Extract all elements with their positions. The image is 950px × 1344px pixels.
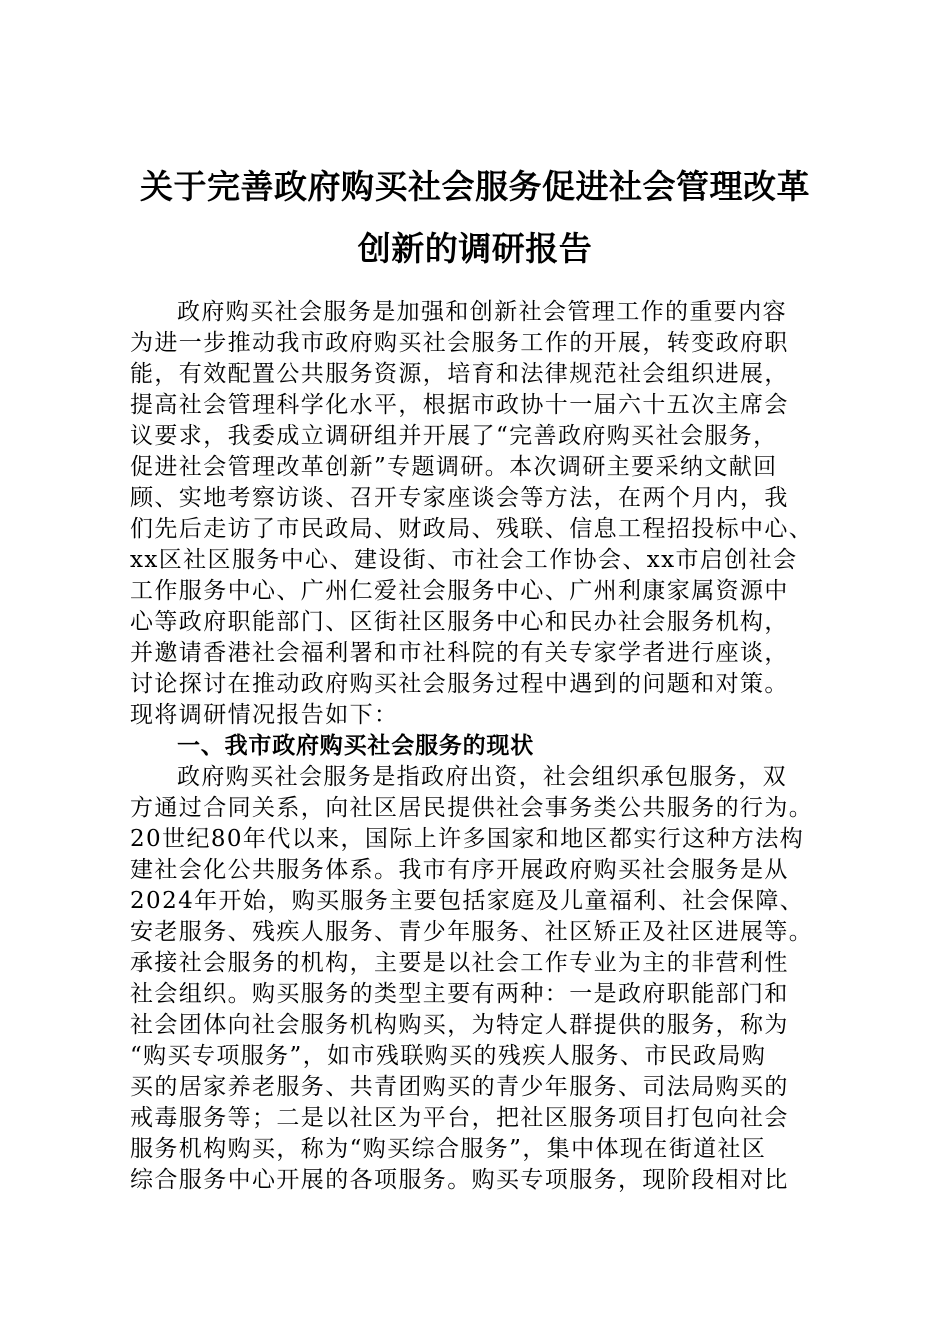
paragraph-line: 工作服务中心、广州仁爱社会服务中心、广州利康家属资源中 bbox=[130, 578, 789, 604]
paragraph-line: 们先后走访了市民政局、财政局、残联、信息工程招投标中心、 bbox=[130, 516, 814, 542]
paragraph-line: 现将调研情况报告如下： bbox=[130, 702, 399, 728]
paragraph-line: 安老服务、残疾人服务、青少年服务、社区矫正及社区进展等。 bbox=[130, 919, 814, 945]
paragraph-line: 综合服务中心开展的各项服务。购买专项服务，现阶段相对比 bbox=[130, 1167, 789, 1193]
paragraph-line: 促进社会管理改革创新”专题调研。本次调研主要采纳文献回 bbox=[130, 454, 778, 480]
paragraph-line: 方通过合同关系，向社区居民提供社会事务类公共服务的行为。 bbox=[130, 795, 814, 821]
paragraph-line: 承接社会服务的机构，主要是以社会工作专业为主的非营利性 bbox=[130, 950, 789, 976]
paragraph-line: 建社会化公共服务体系。我市有序开展政府购买社会服务是从 bbox=[130, 857, 789, 883]
paragraph-line: 并邀请香港社会福利署和市社科院的有关专家学者进行座谈， bbox=[130, 640, 789, 666]
paragraph-line: 讨论探讨在推动政府购买社会服务过程中遇到的问题和对策。 bbox=[130, 671, 789, 697]
paragraph-line: 20世纪80年代以来，国际上许多国家和地区都实行这种方法构 bbox=[130, 826, 805, 852]
paragraph-line: 能，有效配置公共服务资源，培育和法律规范社会组织进展， bbox=[130, 361, 789, 387]
paragraph-line: 为进一步推动我市政府购买社会服务工作的开展，转变政府职 bbox=[130, 330, 789, 356]
paragraph-line: 政府购买社会服务是指政府出资，社会组织承包服务，双 bbox=[177, 764, 787, 790]
section-heading: 一、我市政府购买社会服务的现状 bbox=[177, 733, 534, 759]
paragraph-line: xx区社区服务中心、建设街、市社会工作协会、xx市启创社会 bbox=[130, 547, 798, 573]
paragraph-line: 提高社会管理科学化水平，根据市政协十一届六十五次主席会 bbox=[130, 392, 789, 418]
paragraph-line: 戒毒服务等；二是以社区为平台，把社区服务项目打包向社会 bbox=[130, 1105, 789, 1131]
paragraph-line: 买的居家养老服务、共青团购买的青少年服务、司法局购买的 bbox=[130, 1074, 789, 1100]
paragraph-line: 服务机构购买，称为“购买综合服务”，集中体现在街道社区 bbox=[130, 1136, 767, 1162]
document-title-line-1: 关于完善政府购买社会服务促进社会管理改革 bbox=[140, 167, 810, 206]
paragraph-line: “购买专项服务”，如市残联购买的残疾人服务、市民政局购 bbox=[130, 1043, 767, 1069]
document-body bbox=[130, 297, 830, 1196]
paragraph-line: 顾、实地考察访谈、召开专家座谈会等方法，在两个月内，我 bbox=[130, 485, 789, 511]
paragraph-line: 政府购买社会服务是加强和创新社会管理工作的重要内容 bbox=[177, 299, 787, 325]
paragraph-line: 2024年开始，购买服务主要包括家庭及儿童福利、社会保障、 bbox=[130, 888, 805, 914]
paragraph-line: 社会团体向社会服务机构购买，为特定人群提供的服务，称为 bbox=[130, 1012, 789, 1038]
document-title-line-2: 创新的调研报告 bbox=[357, 229, 593, 268]
paragraph-line: 社会组织。购买服务的类型主要有两种：一是政府职能部门和 bbox=[130, 981, 789, 1007]
paragraph-line: 心等政府职能部门、区街社区服务中心和民办社会服务机构， bbox=[130, 609, 789, 635]
paragraph-line: 议要求，我委成立调研组并开展了“完善政府购买社会服务， bbox=[130, 423, 778, 449]
